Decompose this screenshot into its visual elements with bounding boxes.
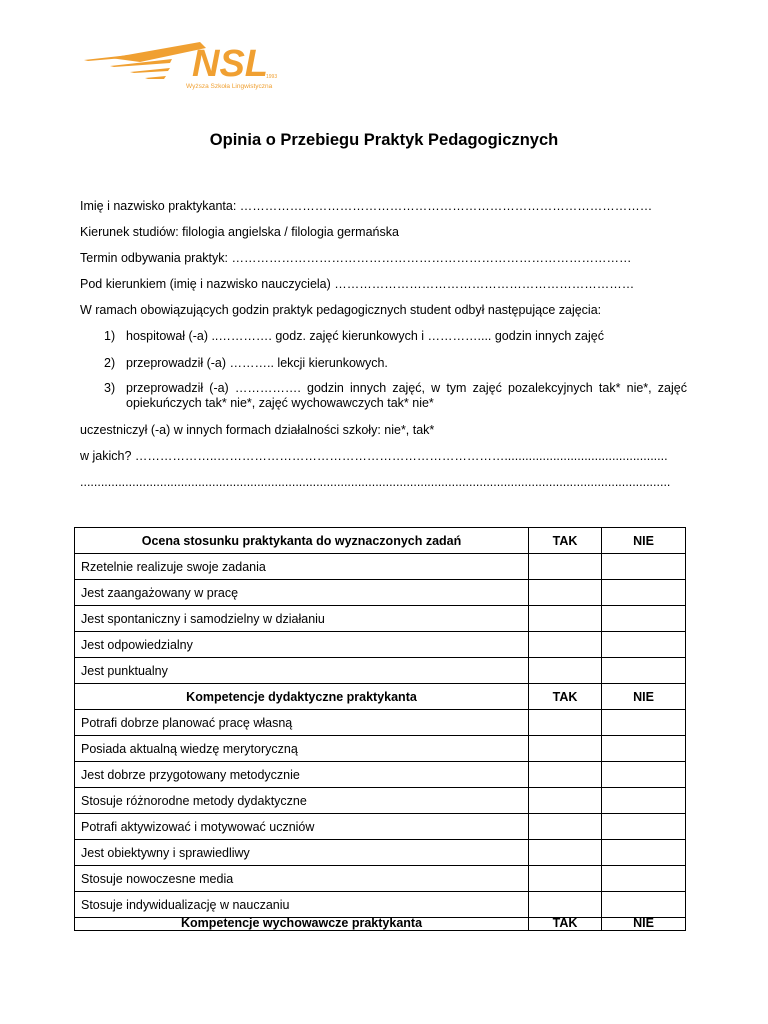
yes-cell[interactable] (529, 580, 602, 606)
yes-cell[interactable] (529, 840, 602, 866)
criterion-label: Jest zaangażowany w pracę (75, 580, 529, 606)
list-text: hospitował (-a) ..…………. godz. zajęć kierunkowych i ………….... godzin innych zajęć (126, 329, 604, 343)
table-row (75, 632, 686, 658)
list-number: 3) (104, 381, 116, 395)
yes-cell[interactable] (529, 736, 602, 762)
list-text: przeprowadził (-a) ……………. godzin innych zajęć, w tym zajęć pozalekcyjnych tak* nie*, zajęć opiekuńczych tak* nie*, zajęć wychowawczych tak* nie* (126, 381, 687, 410)
table-row (75, 736, 686, 762)
list-item (104, 381, 687, 411)
col-no-header: NIE (602, 684, 686, 710)
table-row (75, 762, 686, 788)
list-item (104, 329, 604, 343)
no-cell[interactable] (602, 762, 686, 788)
criterion-label: Rzetelnie realizuje swoje zadania (75, 554, 529, 580)
no-cell[interactable] (602, 710, 686, 736)
no-cell[interactable] (602, 632, 686, 658)
criterion-label: Stosuje nowoczesne media (75, 866, 529, 892)
criterion-label: Jest obiektywny i sprawiedliwy (75, 840, 529, 866)
table-row (75, 788, 686, 814)
criterion-label: Stosuje indywidualizację w nauczaniu (75, 892, 529, 918)
table-row (75, 580, 686, 606)
no-cell[interactable] (602, 866, 686, 892)
no-cell[interactable] (602, 554, 686, 580)
section-header: Ocena stosunku praktykanta do wyznaczonych zadań (75, 528, 529, 554)
yes-cell[interactable] (529, 892, 602, 918)
page-title: Opinia o Przebiegu Praktyk Pedagogicznych (209, 131, 559, 149)
list-number: 1) (104, 329, 116, 343)
logo-subtitle: Wyższa Szkoła Lingwistyczna (186, 83, 273, 90)
dotted-line: .......................................................................................................................................................................... (80, 475, 671, 489)
col-yes-header: TAK (529, 918, 602, 931)
yes-cell[interactable] (529, 710, 602, 736)
which-field: w jakich? ………………..……………………………………………………………............................................... (80, 449, 668, 463)
criterion-label: Potrafi aktywizować i motywować uczniów (75, 814, 529, 840)
wsl-logo (80, 38, 290, 98)
criterion-label: Posiada aktualną wiedzę merytoryczną (75, 736, 529, 762)
table-row (75, 658, 686, 684)
student-name-field: Imię i nazwisko praktykanta: ……………………………………………………………………………………… (80, 199, 653, 213)
criterion-label: Jest dobrze przygotowany metodycznie (75, 762, 529, 788)
evaluation-table (74, 527, 686, 931)
no-cell[interactable] (602, 606, 686, 632)
section-header: Kompetencje wychowawcze praktykanta (75, 918, 529, 931)
yes-cell[interactable] (529, 606, 602, 632)
yes-cell[interactable] (529, 762, 602, 788)
no-cell[interactable] (602, 658, 686, 684)
table-row (75, 840, 686, 866)
table-row (75, 814, 686, 840)
criterion-label: Jest odpowiedzialny (75, 632, 529, 658)
yes-cell[interactable] (529, 554, 602, 580)
no-cell[interactable] (602, 788, 686, 814)
section-header-row (75, 918, 686, 931)
no-cell[interactable] (602, 840, 686, 866)
list-item (104, 356, 388, 370)
supervisor-field: Pod kierunkiem (imię i nazwisko nauczyciela) ……………………………………………………………… (80, 277, 635, 291)
col-no-header: NIE (602, 918, 686, 931)
participation-field: uczestniczył (-a) w innych formach działalności szkoły: nie*, tak* (80, 423, 435, 437)
yes-cell[interactable] (529, 814, 602, 840)
section-header-row (75, 528, 686, 554)
criterion-label: Jest punktualny (75, 658, 529, 684)
col-no-header: NIE (602, 528, 686, 554)
criterion-label: Stosuje różnorodne metody dydaktyczne (75, 788, 529, 814)
table-row (75, 866, 686, 892)
table-row (75, 892, 686, 918)
section-header-row (75, 684, 686, 710)
yes-cell[interactable] (529, 788, 602, 814)
criterion-label: Jest spontaniczny i samodzielny w działaniu (75, 606, 529, 632)
logo-year: 1993 (266, 74, 278, 80)
logo-name: NSL (192, 43, 268, 85)
table-row (75, 554, 686, 580)
course-field: Kierunek studiów: filologia angielska / filologia germańska (80, 225, 399, 239)
classes-intro: W ramach obowiązujących godzin praktyk pedagogicznych student odbył następujące zajęcia: (80, 303, 602, 317)
list-number: 2) (104, 356, 116, 370)
list-text: przeprowadził (-a) ……….. lekcji kierunkowych. (126, 356, 388, 370)
table-row (75, 710, 686, 736)
yes-cell[interactable] (529, 632, 602, 658)
col-yes-header: TAK (529, 684, 602, 710)
no-cell[interactable] (602, 736, 686, 762)
criterion-label: Potrafi dobrze planować pracę własną (75, 710, 529, 736)
yes-cell[interactable] (529, 866, 602, 892)
no-cell[interactable] (602, 892, 686, 918)
yes-cell[interactable] (529, 658, 602, 684)
no-cell[interactable] (602, 580, 686, 606)
term-field: Termin odbywania praktyk: …………………………………………………………………………………… (80, 251, 632, 265)
section-header: Kompetencje dydaktyczne praktykanta (75, 684, 529, 710)
table-row (75, 606, 686, 632)
col-yes-header: TAK (529, 528, 602, 554)
no-cell[interactable] (602, 814, 686, 840)
